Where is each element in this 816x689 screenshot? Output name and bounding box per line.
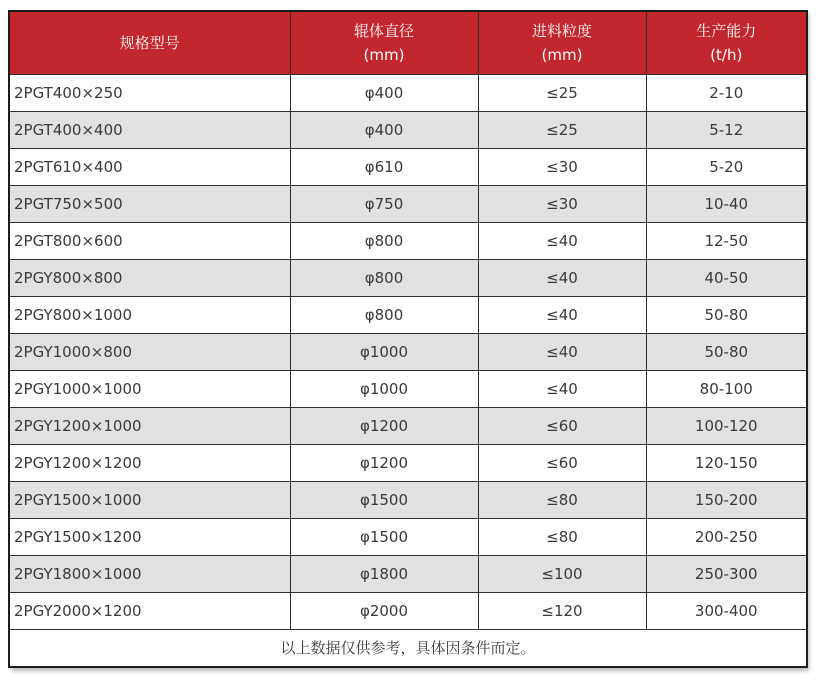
cell-feed-size: ≤80: [478, 519, 646, 556]
cell-capacity: 50-80: [646, 334, 807, 371]
cell-capacity: 300-400: [646, 593, 807, 630]
table-row: [9, 445, 807, 482]
table-row: [9, 593, 807, 630]
table-row: [9, 186, 807, 223]
col-header-roller-diameter-label: 辊体直径: [353, 22, 414, 40]
cell-diameter: φ750: [290, 186, 478, 223]
table-row: [9, 75, 807, 112]
spec-table: [8, 10, 808, 668]
cell-capacity: 100-120: [646, 408, 807, 445]
cell-model: 2PGY2000×1200: [9, 593, 290, 630]
cell-diameter: φ1500: [290, 482, 478, 519]
table-row: [9, 260, 807, 297]
header-row: [9, 11, 807, 75]
table-row: [9, 297, 807, 334]
cell-feed-size: ≤40: [478, 223, 646, 260]
footnote-row: [9, 630, 807, 667]
cell-capacity: 5-20: [646, 149, 807, 186]
cell-feed-size: ≤80: [478, 482, 646, 519]
col-header-feed-size-label: 进料粒度: [531, 22, 592, 40]
cell-model: 2PGY1500×1000: [9, 482, 290, 519]
table-row: [9, 371, 807, 408]
col-header-roller-diameter: [290, 11, 478, 75]
table-row: [9, 223, 807, 260]
cell-feed-size: ≤40: [478, 297, 646, 334]
col-header-roller-diameter-unit: (mm): [363, 45, 405, 64]
table-row: [9, 112, 807, 149]
table-footnote: 以上数据仅供参考，具体因条件而定。: [9, 630, 807, 667]
table-header: [9, 11, 807, 75]
cell-diameter: φ1000: [290, 334, 478, 371]
cell-feed-size: ≤100: [478, 556, 646, 593]
cell-model: 2PGT800×600: [9, 223, 290, 260]
cell-capacity: 200-250: [646, 519, 807, 556]
cell-diameter: φ800: [290, 297, 478, 334]
cell-diameter: φ400: [290, 75, 478, 112]
cell-model: 2PGY800×800: [9, 260, 290, 297]
col-header-model-label: 规格型号: [119, 33, 180, 52]
cell-feed-size: ≤60: [478, 445, 646, 482]
cell-feed-size: ≤40: [478, 371, 646, 408]
cell-capacity: 50-80: [646, 297, 807, 334]
col-header-feed-size-unit: (mm): [541, 45, 583, 64]
cell-model: 2PGY1000×1000: [9, 371, 290, 408]
cell-capacity: 2-10: [646, 75, 807, 112]
table-footer: [9, 630, 807, 667]
col-header-feed-size: [478, 11, 646, 75]
cell-capacity: 250-300: [646, 556, 807, 593]
cell-model: 2PGY1000×800: [9, 334, 290, 371]
cell-capacity: 5-12: [646, 112, 807, 149]
cell-model: 2PGY800×1000: [9, 297, 290, 334]
cell-model: 2PGT750×500: [9, 186, 290, 223]
table-row: [9, 482, 807, 519]
cell-diameter: φ1500: [290, 519, 478, 556]
cell-diameter: φ1200: [290, 445, 478, 482]
cell-feed-size: ≤120: [478, 593, 646, 630]
cell-capacity: 80-100: [646, 371, 807, 408]
cell-feed-size: ≤25: [478, 112, 646, 149]
col-header-capacity-label: 生产能力: [696, 22, 757, 40]
cell-feed-size: ≤25: [478, 75, 646, 112]
cell-model: 2PGY1200×1200: [9, 445, 290, 482]
table-row: [9, 149, 807, 186]
cell-model: 2PGY1200×1000: [9, 408, 290, 445]
table-row: [9, 408, 807, 445]
table-row: [9, 519, 807, 556]
cell-capacity: 10-40: [646, 186, 807, 223]
cell-feed-size: ≤40: [478, 334, 646, 371]
cell-diameter: φ1800: [290, 556, 478, 593]
cell-diameter: φ610: [290, 149, 478, 186]
cell-feed-size: ≤60: [478, 408, 646, 445]
cell-capacity: 120-150: [646, 445, 807, 482]
cell-diameter: φ400: [290, 112, 478, 149]
spec-table-container: [8, 10, 806, 668]
cell-model: 2PGY1500×1200: [9, 519, 290, 556]
cell-capacity: 40-50: [646, 260, 807, 297]
cell-feed-size: ≤30: [478, 186, 646, 223]
cell-diameter: φ1000: [290, 371, 478, 408]
table-row: [9, 556, 807, 593]
cell-capacity: 150-200: [646, 482, 807, 519]
col-header-capacity: [646, 11, 807, 75]
col-header-model: [9, 11, 290, 75]
col-header-capacity-unit: (t/h): [710, 45, 743, 64]
cell-model: 2PGT610×400: [9, 149, 290, 186]
table-body: [9, 75, 807, 630]
cell-diameter: φ800: [290, 223, 478, 260]
table-row: [9, 334, 807, 371]
cell-diameter: φ800: [290, 260, 478, 297]
cell-model: 2PGT400×400: [9, 112, 290, 149]
cell-diameter: φ2000: [290, 593, 478, 630]
cell-feed-size: ≤40: [478, 260, 646, 297]
cell-diameter: φ1200: [290, 408, 478, 445]
cell-model: 2PGT400×250: [9, 75, 290, 112]
cell-model: 2PGY1800×1000: [9, 556, 290, 593]
cell-feed-size: ≤30: [478, 149, 646, 186]
cell-capacity: 12-50: [646, 223, 807, 260]
